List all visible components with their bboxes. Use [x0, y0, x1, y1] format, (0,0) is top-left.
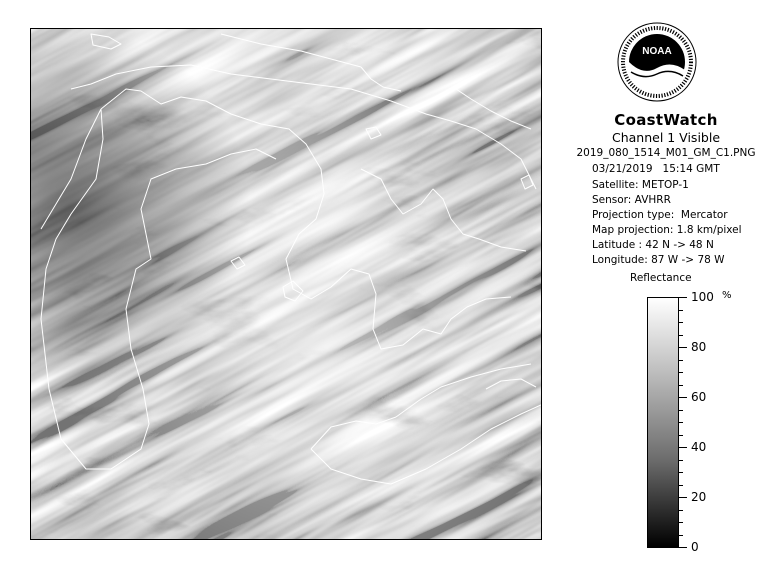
colorbar-minor-tick	[679, 485, 683, 486]
colorbar-major-tick	[679, 347, 687, 348]
satellite-map	[30, 28, 542, 540]
colorbar-minor-tick	[679, 360, 683, 361]
colorbar-tick-label: 80	[691, 340, 707, 354]
colorbar-tick-label: 100	[691, 290, 714, 304]
datetime-text: 03/21/2019 15:14 GMT	[592, 163, 720, 175]
map-projection-text: Map projection: 1.8 km/pixel	[592, 224, 742, 236]
colorbar-tick-label: 0	[691, 540, 699, 554]
latitude-text: Latitude : 42 N -> 48 N	[592, 239, 714, 251]
colorbar-tick-label: 20	[691, 490, 707, 504]
satellite-imagery	[31, 29, 542, 540]
colorbar-tick-label: 40	[691, 440, 707, 454]
colorbar-minor-tick	[679, 335, 683, 336]
reflectance-colorbar	[647, 297, 679, 548]
file-name: 2019_080_1514_M01_GM_C1.PNG	[576, 147, 756, 159]
sensor-text: Sensor: AVHRR	[592, 194, 671, 206]
colorbar-minor-tick	[679, 422, 683, 423]
colorbar-major-tick	[679, 447, 687, 448]
logo-text: NOAA	[642, 46, 672, 57]
projection-type-text: Projection type: Mercator	[592, 209, 728, 221]
colorbar-minor-tick	[679, 522, 683, 523]
channel-title: Channel 1 Visible	[611, 130, 721, 145]
colorbar-title: Reflectance	[630, 272, 692, 284]
colorbar-tick-label: 60	[691, 390, 707, 404]
colorbar-minor-tick	[679, 385, 683, 386]
longitude-text: Longitude: 87 W -> 78 W	[592, 254, 725, 266]
colorbar-major-tick	[679, 297, 687, 298]
colorbar-minor-tick	[679, 472, 683, 473]
colorbar-minor-tick	[679, 535, 683, 536]
colorbar-major-tick	[679, 547, 687, 548]
colorbar-minor-tick	[679, 322, 683, 323]
colorbar-unit: %	[722, 290, 732, 301]
colorbar-minor-tick	[679, 310, 683, 311]
colorbar-major-tick	[679, 497, 687, 498]
colorbar-minor-tick	[679, 372, 683, 373]
satellite-text: Satellite: METOP-1	[592, 179, 689, 191]
colorbar-minor-tick	[679, 510, 683, 511]
brand-title: CoastWatch	[614, 111, 718, 129]
colorbar-major-tick	[679, 397, 687, 398]
colorbar-minor-tick	[679, 410, 683, 411]
colorbar-minor-tick	[679, 460, 683, 461]
noaa-logo	[617, 22, 697, 102]
colorbar-minor-tick	[679, 435, 683, 436]
